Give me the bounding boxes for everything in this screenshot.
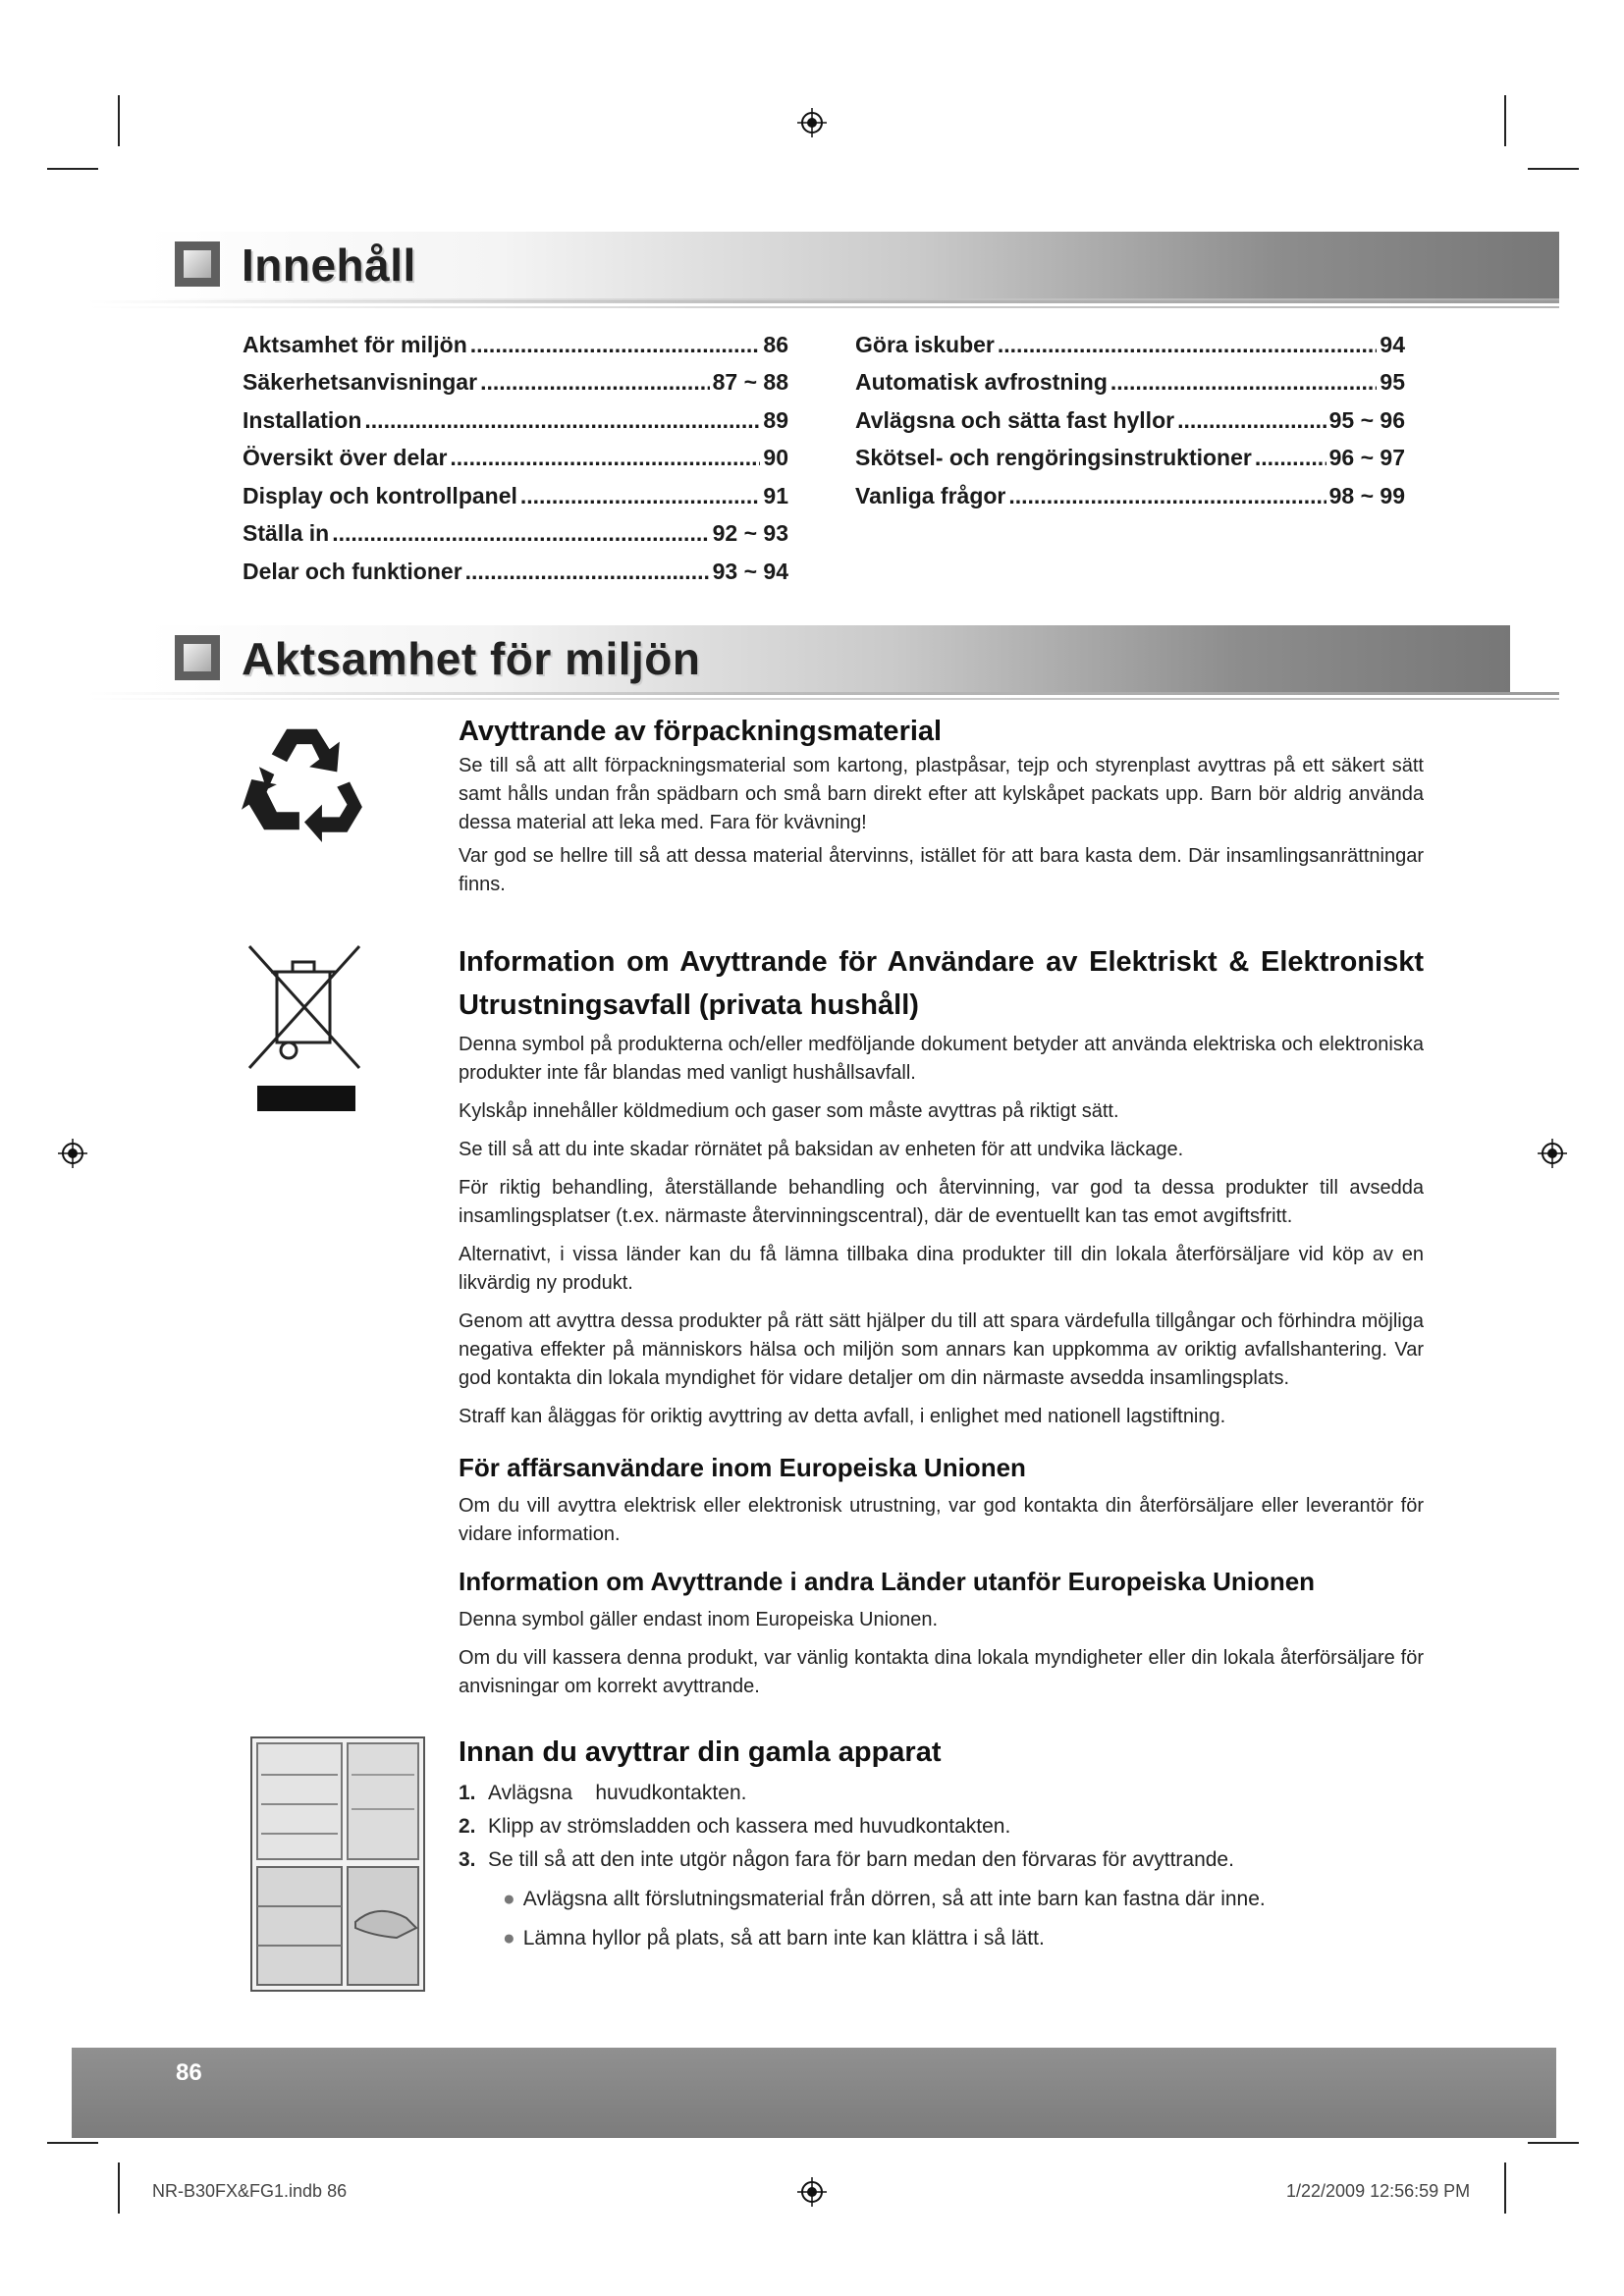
crossed-bin-icon: [245, 942, 363, 1072]
crop-mark: [118, 2163, 120, 2214]
weee-black-bar: [257, 1086, 355, 1111]
bullet-icon: ●: [503, 1927, 515, 1949]
list-item: 3. Se till så att den inte utgör någon fara för barn medan den förvaras för avyttrande.: [459, 1848, 1234, 1871]
fridge-illustration-icon: [249, 1735, 426, 1993]
old-appliance-section: [459, 1734, 1424, 1955]
packaging-section: [459, 713, 1424, 899]
packaging-paragraph: Se till så att allt förpackningsmaterial som kartong, plastpåsar, tejp och styrenplast avyttras på ett säkert sätt samt hålls undan från spädbarn och små barn direkt efter att kylskåpet packats upp. Barn bör aldrig använda dessa material att leka med. Fara för kvävning!: [459, 755, 1424, 833]
business-heading: För affärsanvändare inom Europeiska Unionen: [459, 1453, 1026, 1482]
env-title: Aktsamhet för miljön: [242, 633, 701, 684]
toc-entry[interactable]: Delar och funktioner ..... 93 ~ 94: [243, 553, 788, 591]
registration-mark-icon: [1538, 1139, 1567, 1168]
weee-heading: Information om Avyttrande för Användare av Elektriskt & Elektroniskt Utrustningsavfall (privata hushåll): [459, 946, 1424, 1021]
slug-left: NR-B30FX&FG1.indb 86: [152, 2181, 348, 2201]
toc-entry[interactable]: Säkerhetsanvisningar ..... 87 ~ 88: [243, 364, 788, 402]
banner-square-icon: [175, 241, 220, 287]
other-countries-section: [459, 1565, 1424, 1701]
toc-title: Innehåll: [242, 240, 416, 291]
slug-right: 1/22/2009 12:56:59 PM: [1286, 2181, 1471, 2201]
other-countries-paragraph: Denna symbol gäller endast inom Europeiska Unionen.: [459, 1609, 939, 1630]
registration-mark-icon: [797, 108, 827, 137]
banner-underline: [88, 698, 1559, 700]
crop-mark: [1528, 168, 1579, 170]
bullet-icon: ●: [503, 1888, 515, 1910]
env-banner: [147, 625, 1510, 692]
footer-bar: [72, 2048, 1556, 2138]
toc-entry[interactable]: Avlägsna och sätta fast hyllor ..... 95 ~ 96: [855, 401, 1405, 440]
crop-mark: [1528, 2142, 1579, 2144]
weee-paragraph: Kylskåp innehåller köldmedium och gaser som måste avyttras på riktigt sätt.: [459, 1100, 1119, 1122]
weee-paragraph: Straff kan åläggas för oriktig avyttring av detta avfall, i enlighet med nationell lagstiftning.: [459, 1406, 1226, 1427]
toc-right-column: [855, 326, 1405, 515]
weee-paragraph: För riktig behandling, återställande behandling och återvinning, var god ta dessa produkter till avsedda insamlingsplatser (t.ex. närmaste återvinningscentral), där de eventuellt kan tas emot avgiftsfritt.: [459, 1177, 1424, 1227]
banner-underline: [88, 300, 1559, 303]
weee-paragraph: Denna symbol på produkterna och/eller medföljande dokument betyder att använda elektriska och elektroniska produkter inte får blandas med vanligt hushållsavfall.: [459, 1034, 1424, 1084]
weee-paragraph: Se till så att du inte skadar rörnätet på baksidan av enheten för att undvika läckage.: [459, 1139, 1184, 1160]
weee-paragraph: Alternativt, i vissa länder kan du få lämna tillbaka dina produkter till din lokala återförsäljare vid köp av en likvärdig ny produkt.: [459, 1244, 1424, 1294]
list-item: ● Avlägsna allt förslutningsmaterial från dörren, så att inte barn kan fastna där inne.: [503, 1888, 1266, 1910]
list-item: ● Lämna hyllor på plats, så att barn inte kan klättra i så lätt.: [503, 1927, 1045, 1949]
toc-entry[interactable]: Skötsel- och rengöringsinstruktioner ..... 96 ~ 97: [855, 440, 1405, 478]
toc-entry[interactable]: Automatisk avfrostning ..... 95: [855, 364, 1405, 402]
crop-mark: [47, 168, 98, 170]
page-number: 86: [176, 2059, 202, 2086]
crop-mark: [1504, 2163, 1506, 2214]
recycle-icon: [240, 717, 369, 842]
other-countries-paragraph: Om du vill kassera denna produkt, var vänlig kontakta dina lokala myndigheter eller din lokala återförsäljare för anvisningar om korrekt avyttrande.: [459, 1647, 1424, 1697]
old-appliance-heading: Innan du avyttrar din gamla apparat: [459, 1736, 942, 1768]
banner-square-icon: [175, 635, 220, 680]
weee-section: [459, 940, 1424, 1431]
banner-underline: [88, 692, 1559, 695]
toc-entry[interactable]: Display och kontrollpanel ..... 91: [243, 477, 788, 515]
toc-entry[interactable]: Göra iskuber ..... 94: [855, 326, 1405, 364]
crop-mark: [118, 95, 120, 146]
registration-mark-icon: [797, 2177, 827, 2207]
list-item: 1. Avlägsna huvudkontakten.: [459, 1782, 747, 1804]
crop-mark: [1504, 95, 1506, 146]
business-section: [459, 1451, 1424, 1549]
toc-entry[interactable]: Ställa in ..... 92 ~ 93: [243, 515, 788, 554]
packaging-heading: Avyttrande av förpackningsmaterial: [459, 716, 943, 747]
banner-underline: [88, 306, 1559, 308]
registration-mark-icon: [58, 1139, 87, 1168]
packaging-paragraph: Var god se hellre till så att dessa material återvinns, istället för att bara kasta dem. Där insamlingsanrättningar finns.: [459, 845, 1424, 895]
business-paragraph: Om du vill avyttra elektrisk eller elektronisk utrustning, var god kontakta din återförsäljare eller leverantör för vidare information.: [459, 1495, 1424, 1545]
crop-mark: [47, 2142, 98, 2144]
toc-banner: [147, 232, 1559, 298]
toc-entry[interactable]: Installation ..... 89: [243, 401, 788, 440]
old-appliance-list: [459, 1777, 1424, 1955]
toc-entry[interactable]: Vanliga frågor ..... 98 ~ 99: [855, 477, 1405, 515]
list-item: 2. Klipp av strömsladden och kassera med huvudkontakten.: [459, 1815, 1011, 1838]
toc-entry[interactable]: Översikt över delar ..... 90: [243, 440, 788, 478]
weee-paragraph: Genom att avyttra dessa produkter på rätt sätt hjälper du till att spara värdefulla tillgångar och förhindra möjliga negativa effekter på människors hälsa och miljön som annars kan uppkomma av oriktig avfallshantering. Var god kontakta din lokala myndighet för vidare detaljer om din närmaste avsedda insamlingsplats.: [459, 1310, 1424, 1389]
toc-entry[interactable]: Aktsamhet för miljön ..... 86: [243, 326, 788, 364]
toc-left-column: [243, 326, 788, 591]
other-countries-heading: Information om Avyttrande i andra Länder utanför Europeiska Unionen: [459, 1567, 1316, 1596]
